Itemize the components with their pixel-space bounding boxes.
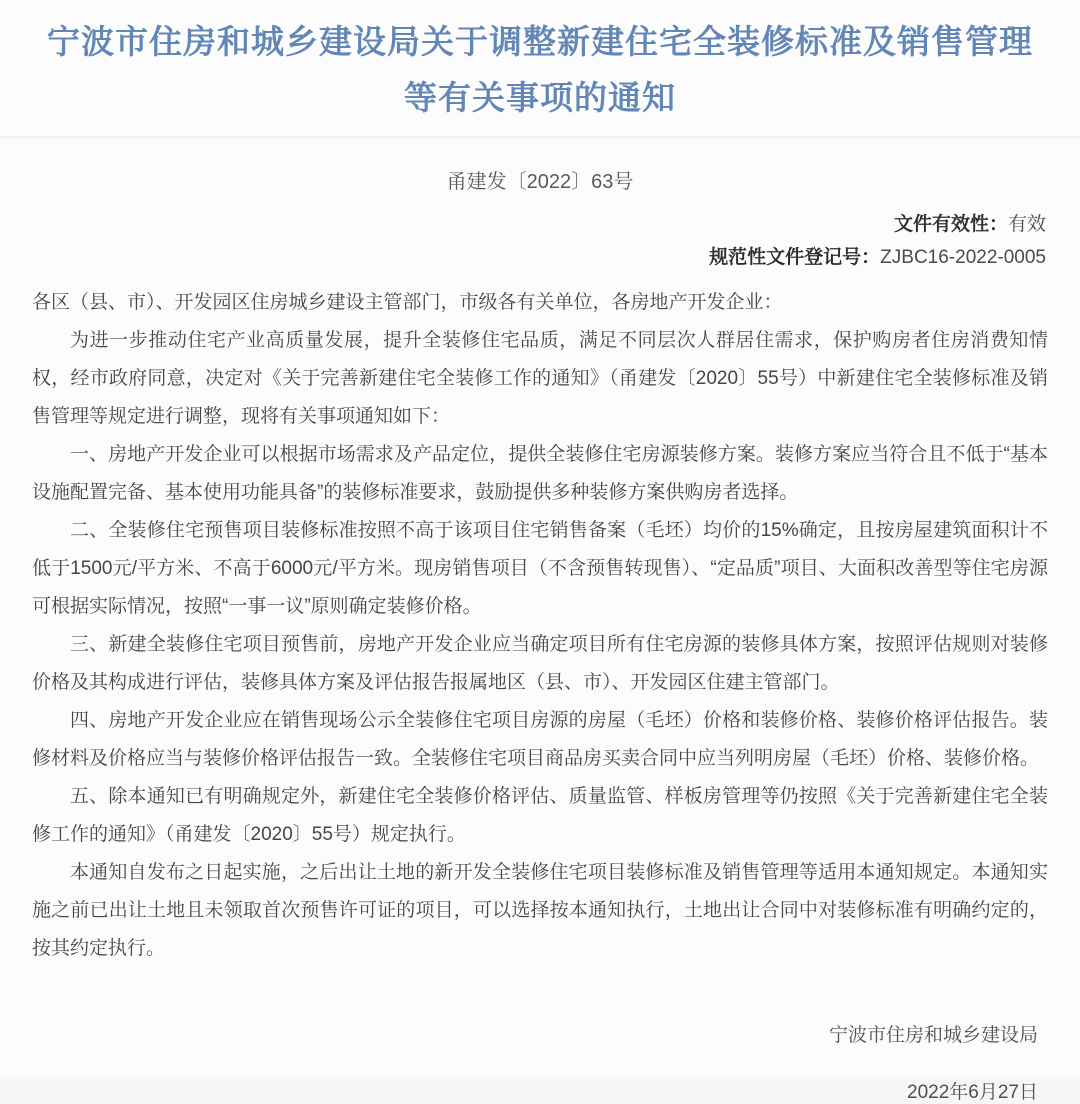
document-footer: [0, 1020, 1080, 1104]
salutation: 各区（县、市）、开发园区住房城乡建设主管部门，市级各有关单位，各房地产开发企业：: [32, 292, 783, 313]
paragraph-implementation: 本通知自发布之日起实施，之后出让土地的新开发全装修住宅项目装修标准及销售管理等适用本通知规定。本通知实施之前已出让土地且未领取首次预售许可证的项目，可以选择按本通知执行，土地出让合同中对装修标准有明确约定的，按其约定执行。: [32, 862, 1048, 959]
validity-value: 有效: [1007, 214, 1046, 235]
paragraph-item-5: 五、除本通知已有明确规定外，新建住宅全装修价格评估、质量监管、样板房管理等仍按照《关于完善新建住宅全装修工作的通知》（甬建发〔2020〕55号）规定执行。: [32, 786, 1048, 845]
paragraph-item-4: 四、房地产开发企业应在销售现场公示全装修住宅项目房源的房屋（毛坯）价格和装修价格、装修价格评估报告。装修材料及价格应当与装修价格评估报告一致。全装修住宅项目商品房买卖合同中应当列明房屋（毛坯）价格、装修价格。: [32, 710, 1048, 769]
title-line-2: 等有关事项的通知: [404, 79, 676, 116]
registration-label: 规范性文件登记号：: [709, 247, 881, 268]
registration-row: [34, 241, 1046, 274]
registration-value: ZJBC16-2022-0005: [880, 247, 1046, 268]
document-meta: [0, 208, 1080, 274]
paragraph-intro: 为进一步推动住宅产业高质量发展，提升全装修住宅品质，满足不同层次人群居住需求，保护购房者住房消费知情权，经市政府同意，决定对《关于完善新建住宅全装修工作的通知》（甬建发〔2020〕55号）中新建住宅全装修标准及销售管理等规定进行调整，现将有关事项通知如下：: [32, 330, 1048, 427]
document-body: [0, 284, 1080, 968]
title-line-1: 宁波市住房和城乡建设局关于调整新建住宅全装修标准及销售管理: [47, 23, 1033, 60]
validity-row: [34, 208, 1046, 241]
document-number: 甬建发〔2022〕63号: [446, 171, 634, 193]
issue-date: 2022年6月27日: [907, 1082, 1038, 1103]
paragraph-item-3: 三、新建全装修住宅项目预售前，房地产开发企业应当确定项目所有住宅房源的装修具体方案，按照评估规则对装修价格及其构成进行评估，装修具体方案及评估报告报属地区（县、市）、开发园区住建主管部门。: [32, 634, 1048, 693]
document-title: [0, 0, 1080, 126]
paragraph-item-1: 一、房地产开发企业可以根据市场需求及产品定位，提供全装修住宅房源装修方案。装修方案应当符合且不低于“基本设施配置完备、基本使用功能具备”的装修标准要求，鼓励提供多种装修方案供购房者选择。: [32, 444, 1048, 503]
issuer-signature: 宁波市住房和城乡建设局: [828, 1025, 1038, 1046]
validity-label: 文件有效性：: [893, 214, 1008, 235]
paragraph-item-2: 二、全装修住宅预售项目装修标准按照不高于该项目住宅销售备案（毛坯）均价的15%确定，且按房屋建筑面积计不低于1500元/平方米、不高于6000元/平方米。现房销售项目（不含预售转现售）、“定品质”项目、大面积改善型等住宅房源可根据实际情况，按照“一事一议”原则确定装修价格。: [32, 520, 1048, 617]
title-divider: [0, 136, 1080, 139]
